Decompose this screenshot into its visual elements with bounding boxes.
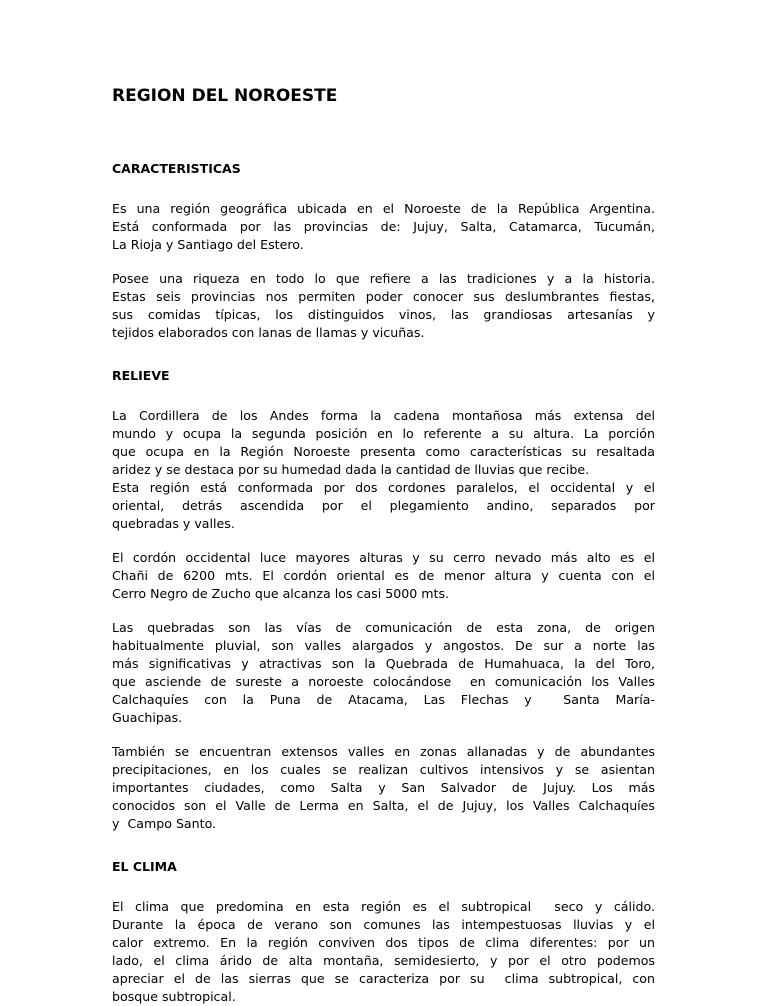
paragraph xyxy=(112,270,655,342)
page-title: REGION DEL NOROESTE xyxy=(112,86,338,106)
text-line: calor extremo. En la región conviven dos tipos de clima diferentes: por un xyxy=(112,935,655,950)
text-line: Está conformada por las provincias de: Jujuy, Salta, Catamarca, Tucumán, xyxy=(112,219,655,234)
document-page xyxy=(112,0,655,1006)
text-line: más significativas y atractivas son la Quebrada de Humahuaca, la del Toro, xyxy=(112,656,655,671)
section-heading: CARACTERISTICAS xyxy=(112,161,241,176)
text-line: Durante la época de verano son comunes las intempestuosas lluvias y el xyxy=(112,917,655,932)
text-line: tejidos elaborados con lanas de llamas y vicuñas. xyxy=(112,325,425,340)
paragraph xyxy=(112,407,655,533)
text-line: Guachipas. xyxy=(112,710,183,725)
text-line: El cordón occidental luce mayores alturas y su cerro nevado más alto es el xyxy=(112,550,655,565)
text-line: mundo y ocupa la segunda posición en lo referente a su altura. La porción xyxy=(112,426,655,441)
text-line: Chañi de 6200 mts. El cordón oriental es de menor altura y cuenta con el xyxy=(112,568,655,583)
section-heading: EL CLIMA xyxy=(112,859,177,874)
text-line: que ocupa en la Región Noroeste presenta como características su resaltada xyxy=(112,444,655,459)
text-line: quebradas y valles. xyxy=(112,516,235,531)
text-line: conocidos son el Valle de Lerma en Salta, el de Jujuy, los Valles Calchaquíes xyxy=(112,798,655,813)
text-line: Estas seis provincias nos permiten poder conocer sus deslumbrantes fiestas, xyxy=(112,289,655,304)
text-line: También se encuentran extensos valles en zonas allanadas y de abundantes xyxy=(112,744,655,759)
text-line: Posee una riqueza en todo lo que refiere a las tradiciones y a la historia. xyxy=(112,271,655,286)
text-line: La Rioja y Santiago del Estero. xyxy=(112,237,304,252)
paragraph xyxy=(112,200,655,254)
text-line: lado, el clima árido de alta montaña, semidesierto, y por el otro podemos xyxy=(112,953,655,968)
text-line: bosque subtropical. xyxy=(112,989,236,1004)
text-line: habitualmente pluvial, son valles alargados y angostos. De sur a norte las xyxy=(112,638,655,653)
paragraph xyxy=(112,743,655,833)
text-line: y Campo Santo. xyxy=(112,816,217,831)
text-line: oriental, detrás ascendida por el plegamiento andino, separados por xyxy=(112,498,655,513)
text-line: Calchaquíes con la Puna de Atacama, Las Flechas y Santa María- xyxy=(112,692,655,707)
paragraph xyxy=(112,898,655,1006)
text-line: Cerro Negro de Zucho que alcanza los casi 5000 mts. xyxy=(112,586,450,601)
paragraph xyxy=(112,619,655,727)
text-line: precipitaciones, en los cuales se realizan cultivos intensivos y se asientan xyxy=(112,762,655,777)
text-line: sus comidas típicas, los distinguidos vinos, las grandiosas artesanías y xyxy=(112,307,655,322)
text-line: La Cordillera de los Andes forma la cadena montañosa más extensa del xyxy=(112,408,655,423)
text-line: apreciar el de las sierras que se caracteriza por su clima subtropical, con xyxy=(112,971,655,986)
text-line: Las quebradas son las vías de comunicación de esta zona, de origen xyxy=(112,620,655,635)
text-line: Es una región geográfica ubicada en el Noroeste de la República Argentina. xyxy=(112,201,655,216)
text-line: Esta región está conformada por dos cordones paralelos, el occidental y el xyxy=(112,480,655,495)
section-heading: RELIEVE xyxy=(112,368,170,383)
text-line: aridez y se destaca por su humedad dada la cantidad de lluvias que recibe. xyxy=(112,462,590,477)
text-line: El clima que predomina en esta región es el subtropical seco y cálido. xyxy=(112,899,655,914)
text-line: importantes ciudades, como Salta y San Salvador de Jujuy. Los más xyxy=(112,780,655,795)
paragraph xyxy=(112,549,655,603)
text-line: que asciende de sureste a noroeste colocándose en comunicación los Valles xyxy=(112,674,655,689)
